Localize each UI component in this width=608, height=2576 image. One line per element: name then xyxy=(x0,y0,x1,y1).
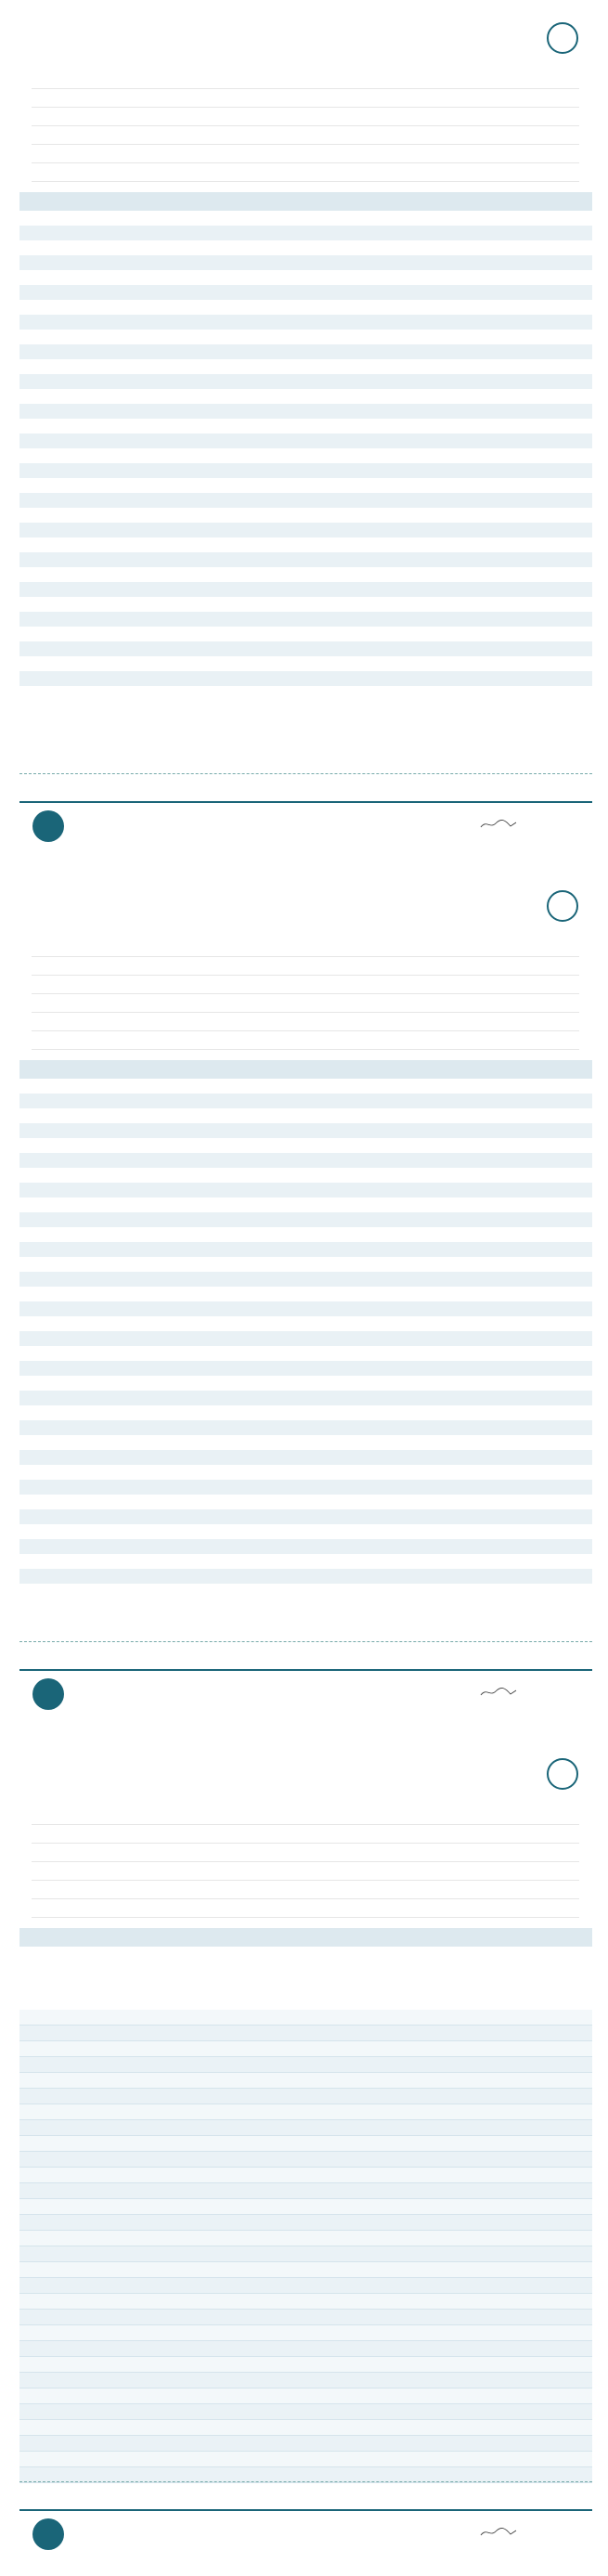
patient-info xyxy=(32,938,579,1050)
footnote xyxy=(19,1641,592,1642)
table-row xyxy=(19,1539,592,1554)
patient-info xyxy=(32,1806,579,1918)
table-row xyxy=(19,1316,592,1331)
footer xyxy=(19,2509,592,2561)
blank-row xyxy=(19,2246,592,2262)
table-row xyxy=(19,1227,592,1242)
table-row xyxy=(19,448,592,463)
table-row xyxy=(19,1108,592,1123)
table-header xyxy=(19,1060,592,1079)
table-row xyxy=(19,1212,592,1227)
blank-row xyxy=(19,2373,592,2388)
table-row xyxy=(19,1584,592,1599)
blank-row xyxy=(19,2404,592,2420)
table-row xyxy=(19,1242,592,1257)
table-row xyxy=(19,597,592,612)
table-row xyxy=(19,671,592,686)
blank-row xyxy=(19,2215,592,2231)
table-row xyxy=(19,1554,592,1569)
blank-row xyxy=(19,2452,592,2467)
blank-row xyxy=(19,2104,592,2120)
table-row xyxy=(19,1301,592,1316)
page-3 xyxy=(0,1736,608,2576)
info-row xyxy=(32,1825,579,1844)
table-row xyxy=(19,330,592,344)
table-row xyxy=(19,1465,592,1480)
samkwang-logo xyxy=(32,810,64,842)
table-row xyxy=(19,641,592,656)
table-row xyxy=(19,270,592,285)
table-row xyxy=(19,1480,592,1495)
info-row xyxy=(32,145,579,163)
footnote xyxy=(19,773,592,774)
signature-image xyxy=(479,818,518,831)
table-row xyxy=(19,656,592,671)
samkwang-logo xyxy=(32,2518,64,2550)
table-row xyxy=(19,612,592,627)
info-row xyxy=(32,71,579,89)
table-row xyxy=(19,255,592,270)
blank-row xyxy=(19,2089,592,2104)
blank-row xyxy=(19,2010,592,2026)
signature-image xyxy=(479,2526,518,2539)
table-row xyxy=(19,434,592,448)
table-row xyxy=(19,1509,592,1524)
remarks-table xyxy=(19,1928,592,2483)
blank-row xyxy=(19,2294,592,2310)
table-row xyxy=(19,537,592,552)
footer xyxy=(19,801,592,853)
patient-info xyxy=(32,71,579,182)
table-row xyxy=(19,1376,592,1391)
table-row xyxy=(19,1183,592,1197)
table-row xyxy=(19,1168,592,1183)
table-row xyxy=(19,1450,592,1465)
table-row xyxy=(19,389,592,404)
table-row xyxy=(19,1391,592,1405)
table-row xyxy=(19,508,592,523)
info-row xyxy=(32,957,579,976)
table-row xyxy=(19,211,592,226)
table-row xyxy=(19,627,592,641)
blank-row xyxy=(19,2120,592,2136)
table-row xyxy=(19,1569,592,1584)
info-row xyxy=(32,89,579,108)
table-row xyxy=(19,1361,592,1376)
table-row xyxy=(19,1257,592,1272)
remark-title xyxy=(19,1947,592,1962)
blank-row xyxy=(19,2262,592,2278)
footnote xyxy=(19,2481,592,2482)
blank-row xyxy=(19,2183,592,2199)
info-row xyxy=(32,994,579,1013)
table-row xyxy=(19,1197,592,1212)
samkwang-logo xyxy=(32,1678,64,1710)
blank-row xyxy=(19,2199,592,2215)
info-row xyxy=(32,1031,579,1050)
remark-line xyxy=(19,1962,592,1978)
page-1 xyxy=(0,0,608,868)
sml-logo xyxy=(547,890,578,922)
table-row xyxy=(19,419,592,434)
blank-row xyxy=(19,2278,592,2294)
table-row xyxy=(19,1138,592,1153)
info-row xyxy=(32,126,579,145)
info-row xyxy=(32,976,579,994)
table-row xyxy=(19,226,592,240)
table-row xyxy=(19,240,592,255)
blank-row xyxy=(19,2041,592,2057)
sml-logo xyxy=(547,22,578,54)
table-row xyxy=(19,1405,592,1420)
blank-row xyxy=(19,2436,592,2452)
info-row xyxy=(32,163,579,182)
signature-image xyxy=(479,1686,518,1699)
table-row xyxy=(19,1435,592,1450)
footer xyxy=(19,1669,592,1721)
table-row xyxy=(19,285,592,300)
blank-row xyxy=(19,2310,592,2325)
table-row xyxy=(19,1287,592,1301)
table-row xyxy=(19,552,592,567)
info-row xyxy=(32,1013,579,1031)
blank-row xyxy=(19,2168,592,2183)
table-row xyxy=(19,463,592,478)
info-row xyxy=(32,108,579,126)
table-header xyxy=(19,1928,592,1947)
info-row xyxy=(32,1844,579,1862)
blank-row xyxy=(19,2388,592,2404)
blank-row xyxy=(19,2341,592,2357)
results-table xyxy=(19,1060,592,1599)
table-row xyxy=(19,1420,592,1435)
blank-row xyxy=(19,2420,592,2436)
table-row xyxy=(19,315,592,330)
table-row xyxy=(19,300,592,315)
blank-row xyxy=(19,2136,592,2152)
results-table xyxy=(19,192,592,701)
report-complete xyxy=(19,1994,592,2010)
info-row xyxy=(32,1806,579,1825)
blank-row xyxy=(19,2231,592,2246)
table-row xyxy=(19,1331,592,1346)
table-row xyxy=(19,1346,592,1361)
info-row xyxy=(32,1881,579,1899)
table-row xyxy=(19,567,592,582)
table-header xyxy=(19,192,592,211)
table-row xyxy=(19,1153,592,1168)
table-row xyxy=(19,478,592,493)
table-row xyxy=(19,493,592,508)
info-row xyxy=(32,938,579,957)
table-row xyxy=(19,344,592,359)
remark xyxy=(19,1947,592,2010)
blank-row xyxy=(19,2073,592,2089)
blank-row xyxy=(19,2357,592,2373)
table-row xyxy=(19,1272,592,1287)
table-row xyxy=(19,404,592,419)
table-row xyxy=(19,1123,592,1138)
blank-row xyxy=(19,2152,592,2168)
table-row xyxy=(19,523,592,537)
blank-rows xyxy=(19,2010,592,2483)
table-row xyxy=(19,359,592,374)
table-row xyxy=(19,1094,592,1108)
table-row xyxy=(19,686,592,701)
table-row xyxy=(19,1524,592,1539)
table-row xyxy=(19,582,592,597)
sml-logo xyxy=(547,1758,578,1790)
table-row xyxy=(19,1079,592,1094)
blank-row xyxy=(19,2026,592,2041)
remark-line xyxy=(19,1978,592,1994)
blank-row xyxy=(19,2057,592,2073)
page-2 xyxy=(0,868,608,1736)
blank-row xyxy=(19,2325,592,2341)
info-row xyxy=(32,1862,579,1881)
table-row xyxy=(19,374,592,389)
info-row xyxy=(32,1899,579,1918)
table-row xyxy=(19,1495,592,1509)
